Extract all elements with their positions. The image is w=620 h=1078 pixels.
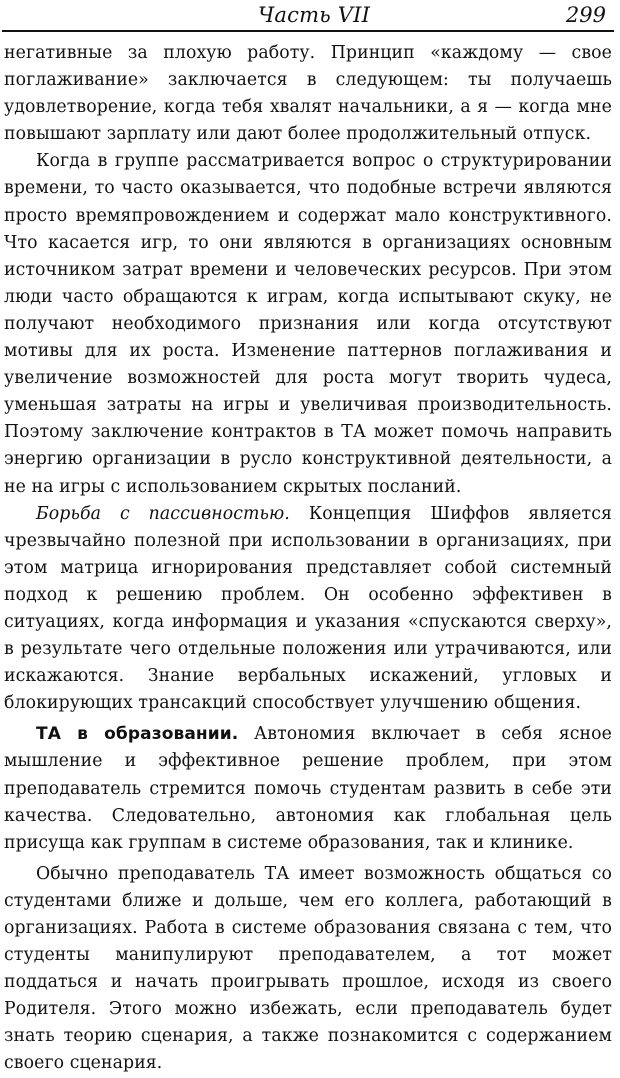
paragraph-4 bbox=[4, 721, 612, 856]
paragraph-3-lead: Борьба с пассивностью. bbox=[36, 503, 290, 524]
paragraph-3-text: Концепция Шиффов является чрезвычайно полезной при использовании в организациях, при этом матрица игнорирования представляет собой системный подход к решению проблем. Он особенно эффективен в ситуациях, когда информация и указания «спускаются сверху», в результате чего отдельные положения или утрачиваются, или искажаются. Знание вербальных искажений, угловых и блокирующих трансакций способствует улучшению общения. bbox=[4, 503, 612, 714]
paragraph-1-text: негативные за плохую работу. Принцип «каждому — свое поглаживание» заключается в следующем: ты получаешь удовлетворение, когда тебя хвалят начальники, а я — когда мне повышают зарплату или дают более продолжительный отпуск. bbox=[4, 43, 612, 145]
paragraph-4-lead: ТА в образовании. bbox=[36, 724, 239, 745]
paragraph-4-text: Автономия включает в себя ясное мышление и эффективное решение проблем, при этом преподаватель стремится помочь студентам развить в себе эти качества. Следовательно, автономия как глобальная цель присуща как группам в системе образования, так и клинике. bbox=[4, 724, 612, 853]
header-rule bbox=[2, 30, 614, 32]
paragraph-2 bbox=[4, 148, 612, 500]
body-text bbox=[4, 40, 612, 1078]
part-title: Часть VII bbox=[258, 3, 371, 27]
paragraph-5-text: Обычно преподаватель ТА имеет возможность общаться со студентами ближе и дольше, чем его коллега, работающий в организациях. Работа в системе образования связана с тем, что студенты манипулируют преподавателем, а тот может поддаться и начать проигрывать прошлое, исходя из своего Родителя. Этого можно избежать, если преподаватель будет знать теорию сценария, а также познакомится с содержанием своего сценария. bbox=[4, 863, 612, 1074]
paragraph-2-text: Когда в группе рассматривается вопрос о структурировании времени, то часто оказывается, что подобные встречи являются просто времяпровождением и содержат мало конструктивного. Что касается игр, то они являются в организациях основным источником затрат времени и человеческих ресурсов. При этом люди часто обращаются к играм, когда испытывают скуку, не получают необходимого признания или когда отсутствуют мотивы для их роста. Изменение паттернов поглаживания и увеличение возможностей для роста могут творить чудеса, уменьшая затраты на игры и увеличивая производительность. Поэтому заключение контрактов в ТА может помочь направить энергию организации в русло конструктивной деятельности, а не на игры с использованием скрытых посланий. bbox=[4, 151, 612, 497]
running-header bbox=[0, 0, 620, 34]
page-number: 299 bbox=[565, 3, 606, 27]
paragraph-1 bbox=[4, 40, 612, 148]
paragraph-5 bbox=[4, 861, 612, 1078]
paragraph-3 bbox=[4, 501, 612, 718]
